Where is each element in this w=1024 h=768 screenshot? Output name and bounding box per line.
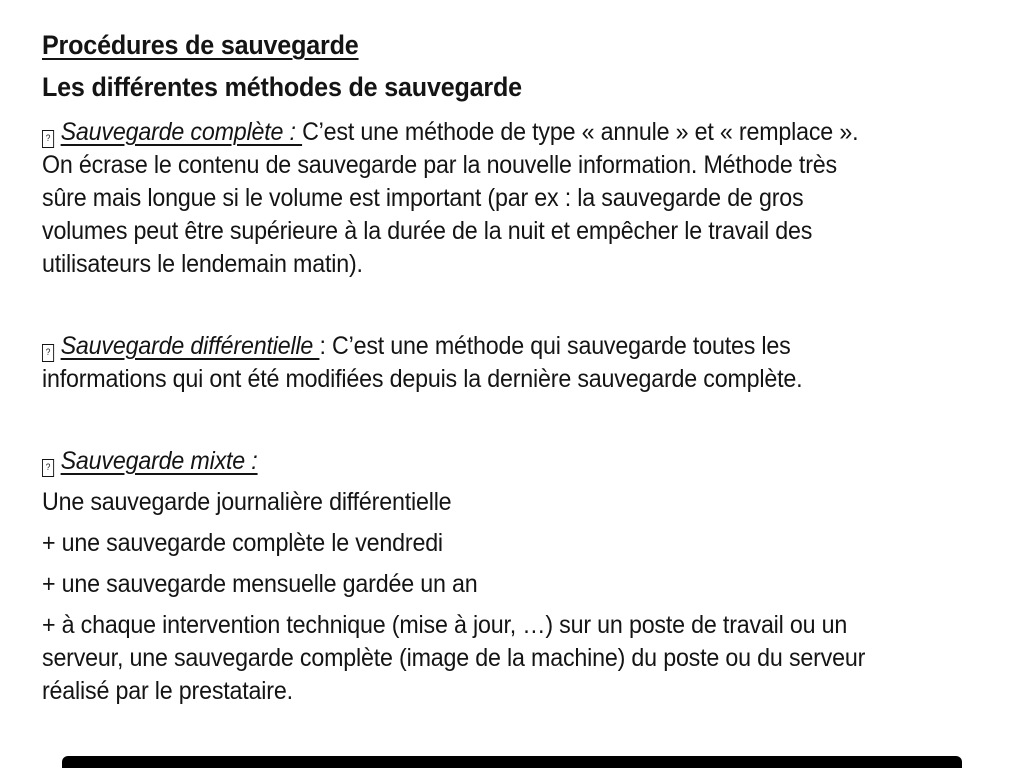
bullet-text: C’est une méthode de type « annule » et « remplace ». bbox=[302, 118, 859, 146]
paragraph-line bbox=[42, 445, 937, 478]
paragraph-line: + une sauvegarde complète le vendredi bbox=[42, 529, 443, 557]
paragraph-line bbox=[42, 330, 937, 363]
paragraph-line: sûre mais longue si le volume est important (par ex : la sauvegarde de gros bbox=[42, 184, 804, 212]
paragraph-line: serveur, une sauvegarde complète (image de la machine) du poste ou du serveur bbox=[42, 644, 866, 672]
spacer bbox=[42, 289, 1004, 322]
missing-glyph-icon: ? bbox=[42, 459, 54, 477]
bullet-item-differentielle bbox=[42, 330, 1004, 396]
page-subtitle: Les différentes méthodes de sauvegarde bbox=[42, 72, 522, 102]
mixte-detail-3 bbox=[42, 568, 1004, 601]
paragraph-line: + à chaque intervention technique (mise à jour, …) sur un poste de travail ou un bbox=[42, 611, 848, 639]
paragraph-line: utilisateurs le lendemain matin). bbox=[42, 250, 363, 278]
paragraph-line: réalisé par le prestataire. bbox=[42, 677, 293, 705]
page-title: Procédures de sauvegarde bbox=[42, 30, 359, 60]
player-progress-bar[interactable] bbox=[62, 756, 962, 768]
slide-content bbox=[42, 24, 1004, 716]
bullet-lead-differentielle: Sauvegarde différentielle bbox=[60, 332, 320, 360]
mixte-detail-2 bbox=[42, 527, 1004, 560]
paragraph-line: informations qui ont été modifiées depuis la dernière sauvegarde complète. bbox=[42, 365, 803, 393]
spacer bbox=[42, 404, 1004, 437]
bullet-lead-complete: Sauvegarde complète : bbox=[60, 118, 303, 146]
paragraph-line: volumes peut être supérieure à la durée de la nuit et empêcher le travail des bbox=[42, 217, 813, 245]
bullet-lead-mixte: Sauvegarde mixte : bbox=[60, 447, 258, 475]
bullet-text: : C’est une méthode qui sauvegarde toutes les bbox=[319, 332, 791, 360]
mixte-detail-4 bbox=[42, 609, 1004, 708]
paragraph-line: + une sauvegarde mensuelle gardée un an bbox=[42, 570, 478, 598]
missing-glyph-icon: ? bbox=[42, 344, 54, 362]
bullet-item-mixte bbox=[42, 445, 1004, 478]
paragraph-line: Une sauvegarde journalière différentielle bbox=[42, 488, 452, 516]
paragraph-line: On écrase le contenu de sauvegarde par la nouvelle information. Méthode très bbox=[42, 151, 837, 179]
missing-glyph-icon: ? bbox=[42, 130, 54, 148]
paragraph-line bbox=[42, 116, 937, 149]
mixte-detail-1 bbox=[42, 486, 1004, 519]
bullet-item-complete bbox=[42, 116, 1004, 281]
